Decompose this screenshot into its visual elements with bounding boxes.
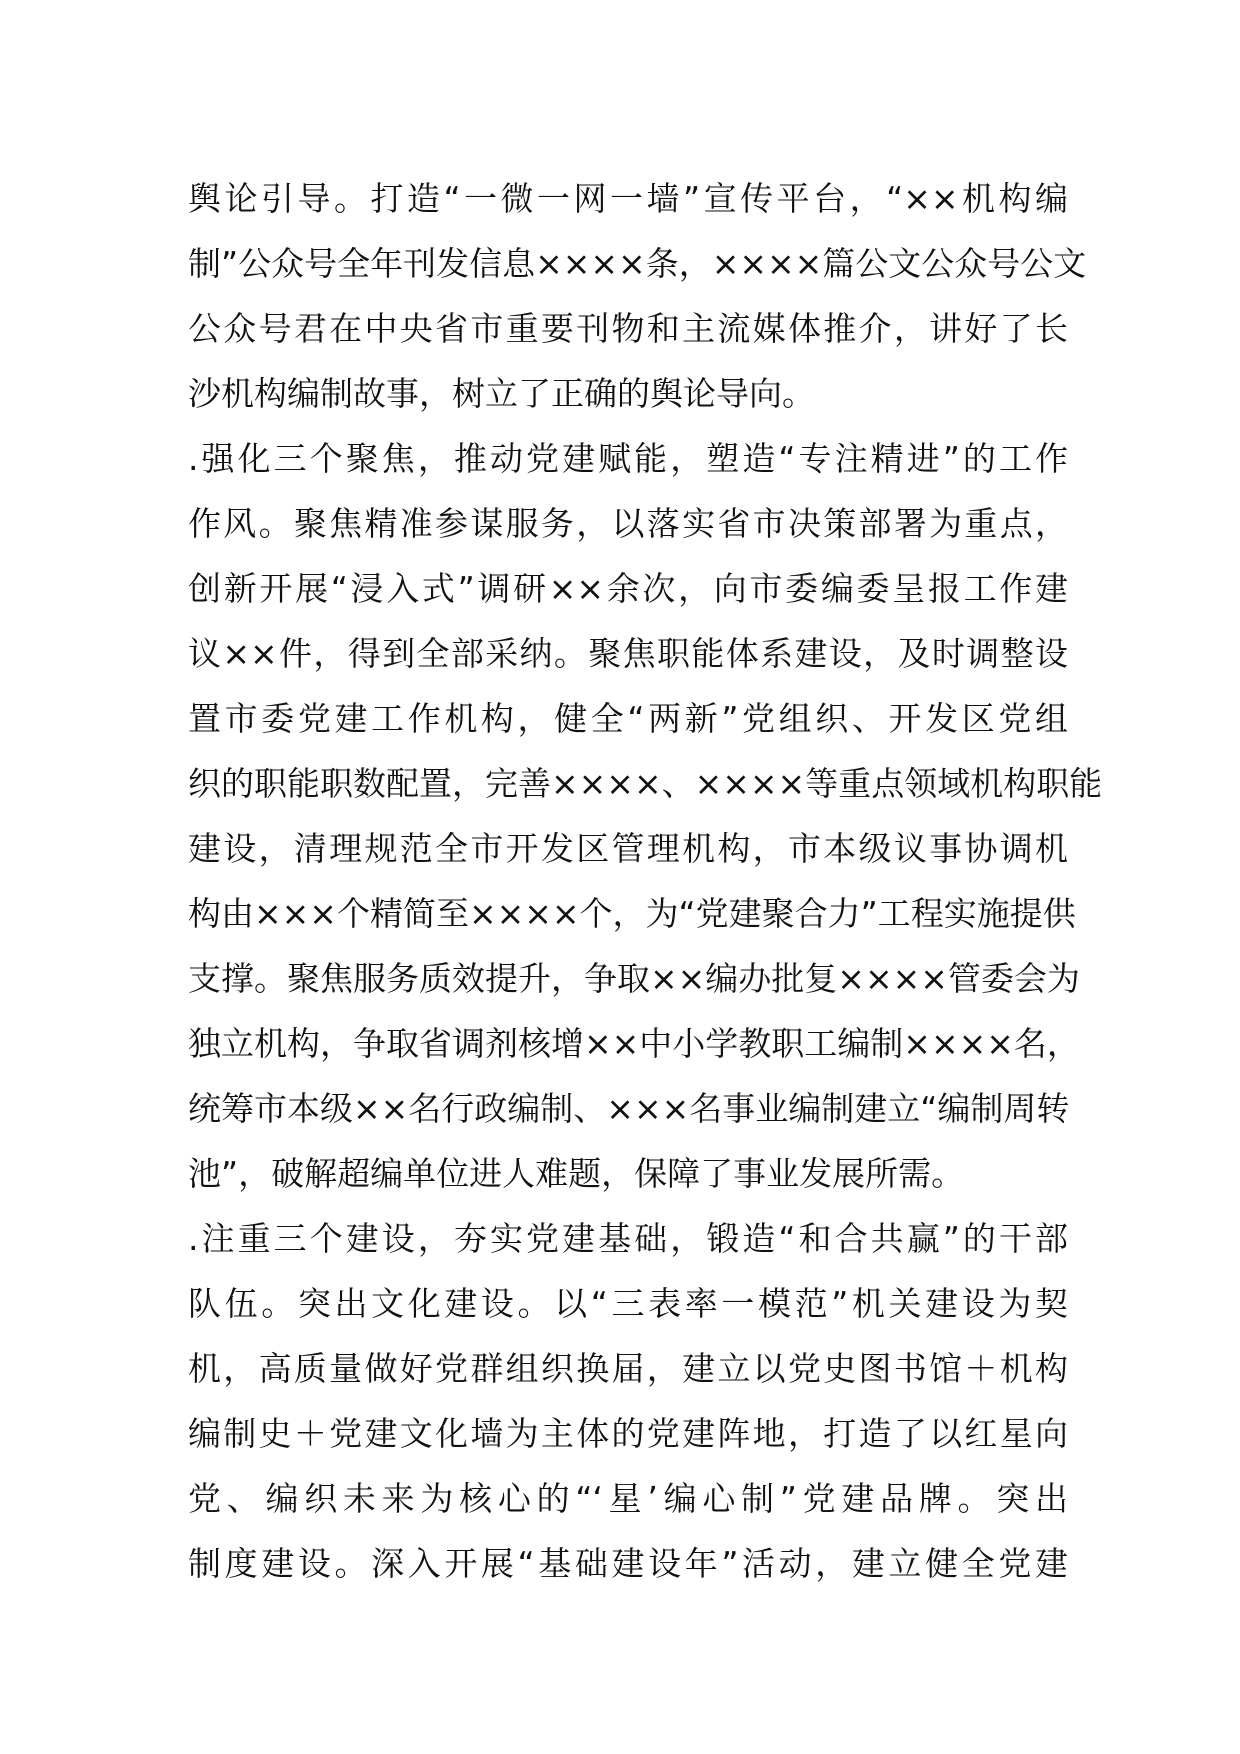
body-text [188, 166, 1103, 1596]
text-line: 沙机构编制故事，树立了正确的舆论导向。 [188, 374, 815, 413]
text-line: 机，高质量做好党群组织换届，建立以党史图书馆＋机构 [188, 1349, 1068, 1388]
text-line: .注重三个建设，夯实党建基础，锻造“和合共赢”的干部 [188, 1219, 1068, 1258]
text-line: 作风。聚焦精准参谋服务，以落实省市决策部署为重点， [188, 504, 1068, 543]
text-line: 支撑。聚焦服务质效提升，争取××编办批复××××管委会为 [188, 959, 1080, 998]
text-line: 制度建设。深入开展“基础建设年”活动，建立健全党建 [188, 1544, 1068, 1583]
text-line: 织的职能职数配置，完善××××、××××等重点领域机构职能 [188, 764, 1103, 803]
text-line: 编制史＋党建文化墙为主体的党建阵地，打造了以红星向 [188, 1414, 1068, 1453]
text-line: 制”公众号全年刊发信息××××条，××××篇公文公众号公文 [188, 244, 1087, 283]
text-line: 池”，破解超编单位进人难题，保障了事业发展所需。 [188, 1154, 965, 1193]
text-line: 建设，清理规范全市开发区管理机构，市本级议事协调机 [188, 829, 1068, 868]
text-line: .强化三个聚焦，推动党建赋能，塑造“专注精进”的工作 [188, 439, 1068, 478]
text-line: 统筹市本级××名行政编制、×××名事业编制建立“编制周转 [188, 1089, 1070, 1128]
text-line: 议××件，得到全部采纳。聚焦职能体系建设，及时调整设 [188, 634, 1068, 673]
text-line: 队伍。突出文化建设。以“三表率一模范”机关建设为契 [188, 1284, 1068, 1323]
text-line: 置市委党建工作机构，健全“两新”党组织、开发区党组 [188, 699, 1068, 738]
text-line: 公众号君在中央省市重要刊物和主流媒体推介，讲好了长 [188, 309, 1068, 348]
text-line: 创新开展“浸入式”调研××余次，向市委编委呈报工作建 [188, 569, 1068, 608]
text-line: 党、编织未来为核心的“‘星’编心制”党建品牌。突出 [188, 1479, 1068, 1518]
text-line: 构由×××个精简至××××个，为“党建聚合力”工程实施提供 [188, 894, 1076, 933]
text-line: 独立机构，争取省调剂核增××中小学教职工编制××××名， [188, 1024, 1080, 1063]
text-line: 舆论引导。打造“一微一网一墙”宣传平台，“××机构编 [188, 179, 1068, 218]
